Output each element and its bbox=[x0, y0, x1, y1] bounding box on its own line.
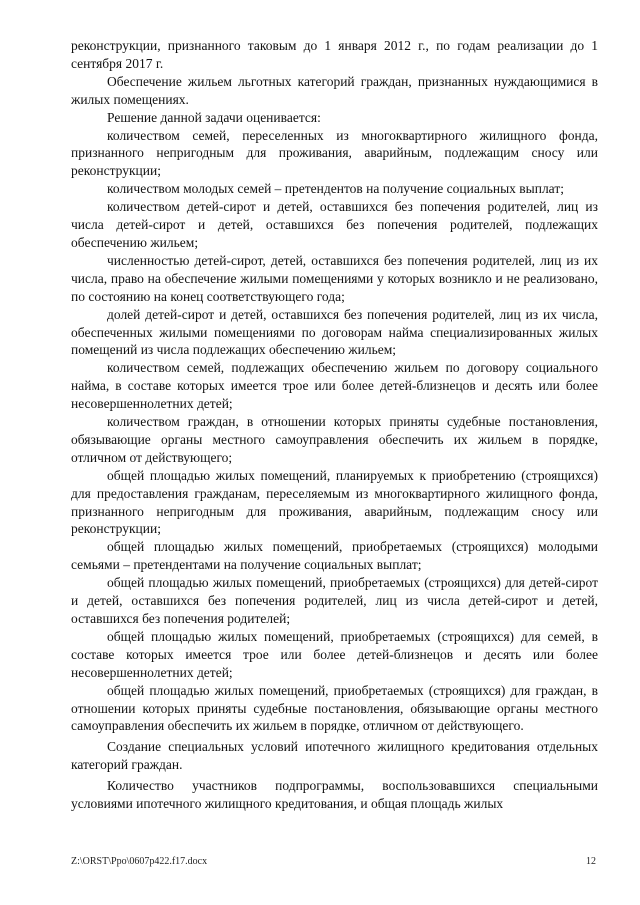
paragraph-item: общей площадью жилых помещений, приобретаемых (строящихся) для семей, в составе которых имеется трое или более детей-близнецов и десять или более несовершеннолетних детей; bbox=[71, 628, 598, 680]
paragraph-task-heading: Обеспечение жильем льготных категорий граждан, признанных нуждающимися в жилых помещениях. bbox=[71, 73, 598, 107]
paragraph-item: общей площадью жилых помещений, приобретаемых (строящихся) для детей-сирот и детей, оставшихся без попечения родителей, лиц из числа детей-сирот и детей, оставшихся без попечения родителей; bbox=[71, 575, 598, 626]
paragraph-item: общей площадью жилых помещений, приобретаемых (строящихся) для граждан, в отношении которых приняты судебные постановления, обязывающие органы местного самоуправления обеспечить их жильем в порядке, отличном от действующего. bbox=[71, 682, 598, 734]
paragraph-body: Количество участников подпрограммы, воспользовавшихся специальными условиями ипотечного жилищного кредитования, и общая площадь жилых bbox=[71, 778, 598, 812]
paragraph-item: общей площадью жилых помещений, приобретаемых (строящихся) молодыми семьями – претендентами на получение социальных выплат; bbox=[71, 539, 598, 573]
footer-file-path: Z:\ORST\Ppo\0607p422.f17.docx bbox=[71, 856, 208, 867]
paragraph-item: долей детей-сирот и детей, оставшихся без попечения родителей, лиц из их числа, обеспеченных жилыми помещениями по договорам найма специализированных жилых помещений из числа подлежащих обеспечению жильем; bbox=[71, 306, 598, 358]
paragraph-continuation: реконструкции, признанного таковым до 1 января 2012 г., по годам реализации до 1 сентября 2017 г. bbox=[71, 38, 598, 71]
paragraph-item: общей площадью жилых помещений, планируемых к приобретению (строящихся) для предоставления гражданам, переселяемым из многоквартирного жилищного фонда, признанного непригодным для проживания, аварийным, подлежащим сносу или реконструкции; bbox=[71, 467, 598, 537]
paragraph-item: количеством граждан, в отношении которых приняты судебные постановления, обязывающие органы местного самоуправления обеспечить их жильем в порядке, отличном от действующего; bbox=[71, 414, 598, 465]
footer-page-number: 12 bbox=[586, 856, 596, 867]
paragraph-task-heading: Создание специальных условий ипотечного жилищного кредитования отдельных категорий граждан. bbox=[71, 739, 598, 773]
document-body bbox=[71, 37, 598, 813]
paragraph-item: количеством детей-сирот и детей, оставшихся без попечения родителей, лиц из числа детей-сирот и детей, оставшихся без попечения родителей, подлежащих обеспечению жильем; bbox=[71, 199, 598, 250]
paragraph-item: количеством семей, подлежащих обеспечению жильем по договору социального найма, в составе которых имеется трое или более детей-близнецов и десять или более несовершеннолетних детей; bbox=[71, 360, 598, 412]
paragraph-evaluation-intro: Решение данной задачи оценивается: bbox=[107, 109, 321, 125]
paragraph-item: количеством семей, переселенных из многоквартирного жилищного фонда, признанного непригодным для проживания, аварийным, подлежащим сносу или реконструкции; bbox=[71, 127, 598, 179]
paragraph-item: количеством молодых семей – претендентов на получение социальных выплат; bbox=[107, 181, 564, 197]
paragraph-item: численностью детей-сирот, детей, оставшихся без попечения родителей, лиц из их числа, право на обеспечение жилыми помещениями у которых возникло и не реализовано, по состоянию на конец соответствующего года; bbox=[71, 252, 598, 304]
